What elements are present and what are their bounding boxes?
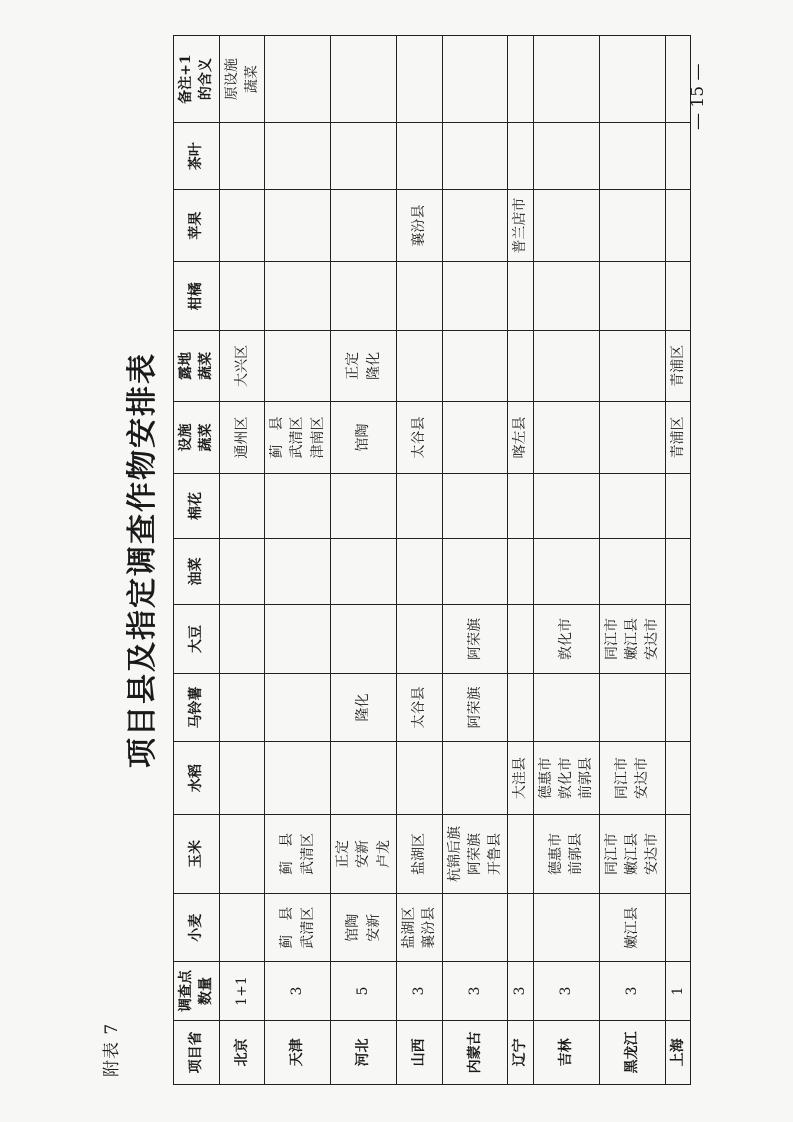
table-cell: 襄汾县	[396, 189, 442, 262]
table-cell	[219, 893, 265, 962]
table-cell	[665, 262, 690, 331]
table-cell	[442, 331, 508, 402]
column-header: 小麦	[174, 893, 220, 962]
crop-arrangement-table	[173, 35, 691, 1085]
table-cell	[442, 262, 508, 331]
table-cell	[508, 814, 533, 893]
table-cell	[396, 36, 442, 123]
table-cell: 3	[508, 962, 533, 1020]
table-cell	[331, 123, 397, 189]
column-header: 棉花	[174, 474, 220, 538]
table-row	[265, 36, 331, 1085]
table-cell	[665, 893, 690, 962]
table-cell: 蓟 县 武清区	[265, 814, 331, 893]
table-cell	[219, 605, 265, 674]
table-cell: 同江市 嫩江县 安达市	[599, 605, 665, 674]
table-cell	[219, 189, 265, 262]
table-cell: 正定 隆化	[331, 331, 397, 402]
table-cell	[508, 36, 533, 123]
table-cell	[331, 474, 397, 538]
table-row	[508, 36, 533, 1085]
column-header: 调查点 数量	[174, 962, 220, 1020]
table-cell	[508, 123, 533, 189]
column-header: 水稻	[174, 742, 220, 815]
table-row	[219, 36, 265, 1085]
table-cell	[396, 538, 442, 604]
table-cell	[533, 893, 599, 962]
table-cell: 杭锦后旗 阿荣旗 开鲁县	[442, 814, 508, 893]
table-cell	[331, 538, 397, 604]
table-cell	[442, 474, 508, 538]
table-cell: 馆陶	[331, 401, 397, 474]
table-cell	[331, 742, 397, 815]
table-cell	[219, 742, 265, 815]
table-cell	[219, 474, 265, 538]
table-cell	[331, 262, 397, 331]
table-cell: 3	[396, 962, 442, 1020]
table-cell: 通州区	[219, 401, 265, 474]
table-cell	[665, 605, 690, 674]
table-cell	[442, 401, 508, 474]
column-header: 玉米	[174, 814, 220, 893]
table-cell: 敦化市	[533, 605, 599, 674]
column-header: 设施 蔬菜	[174, 401, 220, 474]
province-cell: 内蒙古	[442, 1020, 508, 1084]
table-cell	[331, 189, 397, 262]
table-cell: 正定 安新 卢龙	[331, 814, 397, 893]
table-cell: 同江市 安达市	[599, 742, 665, 815]
table-cell: 蓟 县 武清区 津南区	[265, 401, 331, 474]
table-row	[665, 36, 690, 1085]
table-cell: 阿荣旗	[442, 673, 508, 742]
table-cell	[396, 605, 442, 674]
column-header: 项目省	[174, 1020, 220, 1084]
table-cell: 太谷县	[396, 401, 442, 474]
table-cell	[265, 331, 331, 402]
table-cell	[665, 36, 690, 123]
table-cell	[219, 123, 265, 189]
table-row	[396, 36, 442, 1085]
province-cell: 上海	[665, 1020, 690, 1084]
table-cell: 1+1	[219, 962, 265, 1020]
column-header: 露地 蔬菜	[174, 331, 220, 402]
table-cell	[442, 189, 508, 262]
table-cell: 3	[533, 962, 599, 1020]
table-cell	[665, 474, 690, 538]
table-cell: 蓟 县 武清区	[265, 893, 331, 962]
table-cell	[442, 538, 508, 604]
table-cell	[442, 742, 508, 815]
table-cell: 普兰店市	[508, 189, 533, 262]
table-row	[599, 36, 665, 1085]
column-header: 柑橘	[174, 262, 220, 331]
table-cell	[665, 673, 690, 742]
table-cell	[442, 36, 508, 123]
table-cell	[599, 401, 665, 474]
table-cell	[219, 262, 265, 331]
table-row	[442, 36, 508, 1085]
province-cell: 山西	[396, 1020, 442, 1084]
column-header: 备注+1 的含义	[174, 36, 220, 123]
province-cell: 北京	[219, 1020, 265, 1084]
table-cell	[219, 814, 265, 893]
table-cell	[599, 331, 665, 402]
table-cell: 同江市 嫩江县 安达市	[599, 814, 665, 893]
table-cell: 嫩江县	[599, 893, 665, 962]
table-cell: 5	[331, 962, 397, 1020]
table-cell	[442, 123, 508, 189]
table-cell	[599, 123, 665, 189]
table-cell	[219, 538, 265, 604]
table-cell	[533, 401, 599, 474]
table-cell	[533, 36, 599, 123]
table-cell	[396, 262, 442, 331]
table-row	[331, 36, 397, 1085]
table-row	[533, 36, 599, 1085]
table-cell	[396, 123, 442, 189]
table-cell	[331, 605, 397, 674]
table-cell	[442, 893, 508, 962]
table-cell	[533, 331, 599, 402]
table-cell	[219, 673, 265, 742]
table-cell: 3	[442, 962, 508, 1020]
table-cell	[533, 538, 599, 604]
table-header-row	[174, 36, 220, 1085]
table-cell	[508, 893, 533, 962]
appendix-label: 附表 7	[102, 1022, 122, 1077]
province-cell: 辽宁	[508, 1020, 533, 1084]
table-cell: 大兴区	[219, 331, 265, 402]
table-cell: 大洼县	[508, 742, 533, 815]
table-cell	[533, 673, 599, 742]
table-cell	[533, 123, 599, 189]
table-cell	[599, 262, 665, 331]
table-cell	[508, 474, 533, 538]
column-header: 马铃薯	[174, 673, 220, 742]
table-cell	[508, 331, 533, 402]
rotated-table-region	[95, 35, 686, 1085]
table-cell	[508, 673, 533, 742]
table-cell	[508, 605, 533, 674]
table-cell	[396, 331, 442, 402]
table-cell	[665, 814, 690, 893]
column-header: 大豆	[174, 605, 220, 674]
table-cell	[599, 189, 665, 262]
table-cell	[265, 673, 331, 742]
province-cell: 河北	[331, 1020, 397, 1084]
table-cell: 原设施 蔬菜	[219, 36, 265, 123]
table-cell	[599, 673, 665, 742]
table-cell	[665, 123, 690, 189]
table-cell	[599, 36, 665, 123]
table-cell	[265, 189, 331, 262]
province-cell: 吉林	[533, 1020, 599, 1084]
table-cell: 隆化	[331, 673, 397, 742]
table-cell	[396, 474, 442, 538]
table-cell: 喀左县	[508, 401, 533, 474]
table-cell	[533, 189, 599, 262]
table-cell	[599, 474, 665, 538]
table-cell: 盐湖区 襄汾县	[396, 893, 442, 962]
table-cell: 1	[665, 962, 690, 1020]
page-number: — 15 —	[688, 63, 708, 130]
table-cell	[265, 474, 331, 538]
province-cell: 黑龙江	[599, 1020, 665, 1084]
table-cell	[533, 262, 599, 331]
table-cell: 盐湖区	[396, 814, 442, 893]
table-cell	[265, 742, 331, 815]
table-cell	[265, 123, 331, 189]
table-cell	[508, 262, 533, 331]
column-header: 茶叶	[174, 123, 220, 189]
column-header: 苹果	[174, 189, 220, 262]
table-cell: 阿荣旗	[442, 605, 508, 674]
table-cell	[265, 605, 331, 674]
table-cell: 青浦区	[665, 401, 690, 474]
table-cell	[265, 36, 331, 123]
table-title: 项目县及指定调查作物安排表	[125, 352, 160, 768]
table-cell	[265, 262, 331, 331]
table-cell	[533, 474, 599, 538]
province-cell: 天津	[265, 1020, 331, 1084]
table-cell	[665, 742, 690, 815]
table-cell	[508, 538, 533, 604]
table-cell: 德惠市 前郭县	[533, 814, 599, 893]
column-header: 油菜	[174, 538, 220, 604]
table-cell: 德惠市 敦化市 前郭县	[533, 742, 599, 815]
table-cell: 3	[599, 962, 665, 1020]
table-cell: 青浦区	[665, 331, 690, 402]
table-cell	[396, 742, 442, 815]
table-cell: 太谷县	[396, 673, 442, 742]
table-cell	[265, 538, 331, 604]
table-cell: 馆陶 安新	[331, 893, 397, 962]
table-cell	[665, 538, 690, 604]
table-cell: 3	[265, 962, 331, 1020]
table-cell	[331, 36, 397, 123]
table-body	[219, 36, 690, 1085]
table-cell	[665, 189, 690, 262]
table-cell	[599, 538, 665, 604]
